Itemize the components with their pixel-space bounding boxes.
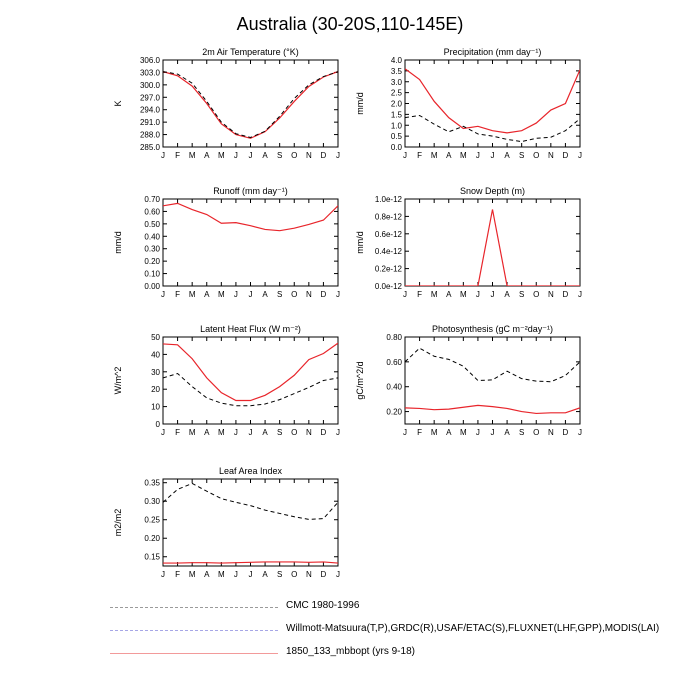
leaf-area-index-ytick-label: 0.30	[144, 497, 160, 507]
runoff-xtick-label: O	[291, 290, 298, 299]
latent-heat-flux-frame	[163, 337, 338, 424]
panel-snow-depth	[355, 186, 582, 299]
precipitation-ytick-label: 1.5	[390, 110, 402, 120]
photosynthesis-xtick-label: J	[578, 428, 582, 437]
precipitation-ytick-label: 2.5	[390, 88, 402, 98]
air-temperature-xtick-label: J	[233, 151, 238, 160]
legend-swatch-model	[110, 653, 278, 654]
latent-heat-flux-xtick-label: J	[336, 428, 340, 437]
leaf-area-index-ytick-label: 0.35	[144, 478, 160, 488]
latent-heat-flux-ytick-label: 50	[151, 333, 160, 342]
precipitation-ytick-label: 0.0	[390, 143, 402, 152]
precipitation-xtick-label: D	[562, 151, 569, 160]
air-temperature-xtick-label: M	[217, 151, 225, 160]
legend	[0, 596, 700, 666]
snow-depth-ytick-label: 0.8e-12	[374, 212, 402, 222]
leaf-area-index-xtick-label: F	[175, 570, 181, 579]
air-temperature-xtick-label: D	[320, 151, 327, 160]
panel-latent-heat-flux	[113, 324, 340, 437]
snow-depth-model-line	[405, 209, 580, 286]
photosynthesis-ylabel: gC/m^2/d	[355, 361, 365, 400]
air-temperature-xtick-label: N	[305, 151, 312, 160]
precipitation-xtick-label: F	[417, 151, 423, 160]
air-temperature-obs-line	[163, 72, 338, 138]
runoff-xtick-label: N	[305, 290, 312, 299]
photosynthesis-xtick-label: M	[459, 428, 467, 437]
latent-heat-flux-xtick-label: N	[305, 428, 312, 437]
legend-swatch-cmc	[110, 607, 278, 608]
runoff-ytick-label: 0.30	[144, 244, 160, 254]
photosynthesis-xtick-label: M	[430, 428, 438, 437]
runoff-title: Runoff (mm day⁻¹)	[213, 186, 288, 196]
precipitation-ylabel: mm/d	[355, 92, 365, 115]
runoff-ytick-label: 0.50	[144, 219, 160, 229]
runoff-model-line	[163, 203, 338, 230]
snow-depth-xtick-label: F	[417, 290, 423, 299]
latent-heat-flux-xtick-label: S	[276, 428, 283, 437]
snow-depth-ytick-label: 0.4e-12	[374, 247, 402, 257]
latent-heat-flux-xtick-label: M	[217, 428, 225, 437]
photosynthesis-obs-line	[405, 348, 580, 382]
page-title: Australia (30-20S,110-145E)	[236, 14, 464, 34]
photosynthesis-ytick-label: 0.20	[386, 407, 402, 417]
leaf-area-index-xtick-label: D	[320, 570, 327, 579]
snow-depth-xtick-label: A	[446, 290, 452, 299]
photosynthesis-model-line	[405, 405, 580, 413]
leaf-area-index-ytick-label: 0.15	[144, 552, 160, 562]
air-temperature-xtick-label: A	[262, 151, 268, 160]
leaf-area-index-xtick-label: J	[336, 570, 340, 579]
precipitation-ytick-label: 0.5	[390, 132, 402, 142]
leaf-area-index-xtick-label: J	[233, 570, 238, 579]
air-temperature-ytick-label: 294.0	[139, 105, 160, 115]
legend-swatch-obs	[110, 630, 278, 631]
photosynthesis-xtick-label: J	[403, 428, 407, 437]
legend-item-obs	[110, 623, 670, 639]
precipitation-title: Precipitation (mm day⁻¹)	[443, 47, 542, 57]
snow-depth-xtick-label: M	[459, 290, 467, 299]
runoff-ytick-label: 0.10	[144, 269, 160, 279]
runoff-xtick-label: J	[248, 290, 253, 299]
precipitation-xtick-label: J	[403, 151, 407, 160]
leaf-area-index-ytick-label: 0.25	[144, 515, 160, 525]
precipitation-xtick-label: J	[578, 151, 582, 160]
precipitation-xtick-label: J	[475, 151, 480, 160]
runoff-ytick-label: 0.70	[144, 195, 160, 204]
photosynthesis-xtick-label: D	[562, 428, 569, 437]
panel-runoff	[113, 186, 340, 299]
runoff-xtick-label: M	[217, 290, 225, 299]
precipitation-frame	[405, 60, 580, 147]
runoff-ytick-label: 0.00	[144, 282, 160, 291]
panel-photosynthesis	[355, 324, 582, 437]
snow-depth-xtick-label: J	[490, 290, 495, 299]
latent-heat-flux-xtick-label: J	[233, 428, 238, 437]
precipitation-xtick-label: A	[446, 151, 452, 160]
precipitation-ytick-label: 4.0	[390, 56, 402, 65]
runoff-ytick-label: 0.40	[144, 232, 160, 242]
latent-heat-flux-ytick-label: 30	[151, 367, 160, 377]
precipitation-ytick-label: 2.0	[390, 99, 402, 109]
snow-depth-xtick-label: M	[430, 290, 438, 299]
air-temperature-xtick-label: S	[276, 151, 283, 160]
latent-heat-flux-xtick-label: J	[161, 428, 165, 437]
air-temperature-xtick-label: J	[248, 151, 253, 160]
precipitation-ytick-label: 3.0	[390, 77, 402, 87]
leaf-area-index-ytick-label: 0.20	[144, 534, 160, 544]
legend-item-model	[110, 646, 670, 662]
precipitation-model-line	[405, 69, 580, 133]
latent-heat-flux-xtick-label: A	[204, 428, 210, 437]
air-temperature-ytick-label: 303.0	[139, 68, 160, 78]
runoff-xtick-label: J	[161, 290, 165, 299]
latent-heat-flux-xtick-label: O	[291, 428, 298, 437]
snow-depth-xtick-label: J	[403, 290, 407, 299]
legend-label-obs: Willmott-Matsuura(T,P),GRDC(R),USAF/ETAC(S),FLUXNET(LHF,GPP),MODIS(LAI)	[286, 623, 660, 634]
snow-depth-ytick-label: 0.0e-12	[374, 282, 402, 291]
precipitation-obs-line	[405, 115, 580, 141]
air-temperature-xtick-label: A	[204, 151, 210, 160]
panel-leaf-area-index	[113, 466, 340, 579]
photosynthesis-xtick-label: A	[446, 428, 452, 437]
leaf-area-index-xtick-label: A	[204, 570, 210, 579]
photosynthesis-xtick-label: J	[475, 428, 480, 437]
air-temperature-ytick-label: 285.0	[139, 143, 160, 152]
runoff-ylabel: mm/d	[113, 231, 123, 254]
latent-heat-flux-xtick-label: J	[248, 428, 253, 437]
latent-heat-flux-xtick-label: D	[320, 428, 327, 437]
latent-heat-flux-ytick-label: 0	[155, 420, 160, 429]
precipitation-xtick-label: S	[518, 151, 525, 160]
snow-depth-xtick-label: A	[504, 290, 510, 299]
runoff-xtick-label: A	[204, 290, 210, 299]
precipitation-ytick-label: 3.5	[390, 66, 402, 76]
leaf-area-index-title: Leaf Area Index	[218, 466, 283, 476]
panel-air-temperature	[113, 47, 340, 160]
panel-precipitation	[355, 47, 582, 160]
photosynthesis-xtick-label: F	[417, 428, 423, 437]
runoff-xtick-label: F	[175, 290, 181, 299]
runoff-xtick-label: S	[276, 290, 283, 299]
air-temperature-xtick-label: F	[175, 151, 181, 160]
snow-depth-xtick-label: N	[547, 290, 554, 299]
runoff-xtick-label: J	[336, 290, 340, 299]
snow-depth-ytick-label: 0.6e-12	[374, 229, 402, 239]
leaf-area-index-ylabel: m2/m2	[113, 508, 123, 537]
photosynthesis-xtick-label: N	[547, 428, 554, 437]
legend-label-model: 1850_133_mbbopt (yrs 9-18)	[286, 646, 415, 657]
runoff-xtick-label: J	[233, 290, 238, 299]
snow-depth-xtick-label: J	[578, 290, 582, 299]
latent-heat-flux-ytick-label: 20	[151, 385, 160, 395]
snow-depth-title: Snow Depth (m)	[459, 186, 526, 196]
snow-depth-ylabel: mm/d	[355, 231, 365, 254]
latent-heat-flux-xtick-label: A	[262, 428, 268, 437]
snow-depth-xtick-label: J	[475, 290, 480, 299]
air-temperature-ylabel: K	[113, 100, 123, 107]
photosynthesis-ytick-label: 0.60	[386, 357, 402, 367]
photosynthesis-xtick-label: S	[518, 428, 525, 437]
runoff-ytick-label: 0.60	[144, 207, 160, 217]
air-temperature-ytick-label: 291.0	[139, 118, 160, 128]
latent-heat-flux-xtick-label: F	[175, 428, 181, 437]
air-temperature-ytick-label: 306.0	[139, 56, 160, 65]
photosynthesis-xtick-label: J	[490, 428, 495, 437]
runoff-xtick-label: M	[188, 290, 196, 299]
latent-heat-flux-ytick-label: 10	[151, 402, 160, 412]
snow-depth-ytick-label: 0.2e-12	[374, 264, 402, 274]
air-temperature-xtick-label: J	[336, 151, 340, 160]
air-temperature-xtick-label: O	[291, 151, 298, 160]
air-temperature-xtick-label: J	[161, 151, 165, 160]
precipitation-xtick-label: A	[504, 151, 510, 160]
runoff-xtick-label: A	[262, 290, 268, 299]
latent-heat-flux-ylabel: W/m^2	[113, 366, 123, 395]
snow-depth-ytick-label: 1.0e-12	[374, 195, 402, 204]
leaf-area-index-frame	[163, 479, 338, 566]
runoff-frame	[163, 199, 338, 286]
legend-label-cmc: CMC 1980-1996	[286, 600, 360, 611]
air-temperature-xtick-label: M	[188, 151, 196, 160]
leaf-area-index-xtick-label: M	[217, 570, 225, 579]
leaf-area-index-xtick-label: A	[262, 570, 268, 579]
air-temperature-ytick-label: 300.0	[139, 80, 160, 90]
leaf-area-index-xtick-label: J	[248, 570, 253, 579]
leaf-area-index-model-line	[163, 562, 338, 563]
photosynthesis-ytick-label: 0.80	[386, 333, 402, 342]
leaf-area-index-xtick-label: O	[291, 570, 298, 579]
precipitation-xtick-label: M	[430, 151, 438, 160]
runoff-xtick-label: D	[320, 290, 327, 299]
precipitation-xtick-label: J	[490, 151, 495, 160]
air-temperature-frame	[163, 60, 338, 147]
precipitation-xtick-label: O	[533, 151, 540, 160]
latent-heat-flux-xtick-label: M	[188, 428, 196, 437]
leaf-area-index-xtick-label: M	[188, 570, 196, 579]
snow-depth-xtick-label: D	[562, 290, 569, 299]
latent-heat-flux-title: Latent Heat Flux (W m⁻²)	[200, 324, 301, 334]
air-temperature-title: 2m Air Temperature (°K)	[202, 47, 299, 57]
latent-heat-flux-ytick-label: 40	[151, 350, 160, 360]
leaf-area-index-xtick-label: J	[161, 570, 165, 579]
precipitation-xtick-label: M	[459, 151, 467, 160]
snow-depth-xtick-label: O	[533, 290, 540, 299]
leaf-area-index-xtick-label: S	[276, 570, 283, 579]
runoff-ytick-label: 0.20	[144, 257, 160, 267]
photosynthesis-title: Photosynthesis (gC m⁻²day⁻¹)	[431, 324, 554, 334]
leaf-area-index-obs-line	[163, 483, 338, 519]
photosynthesis-xtick-label: O	[533, 428, 540, 437]
air-temperature-ytick-label: 297.0	[139, 93, 160, 103]
legend-item-cmc	[110, 600, 670, 616]
photosynthesis-xtick-label: A	[504, 428, 510, 437]
photosynthesis-ytick-label: 0.40	[386, 382, 402, 392]
leaf-area-index-xtick-label: N	[305, 570, 312, 579]
snow-depth-xtick-label: S	[518, 290, 525, 299]
precipitation-ytick-label: 1.0	[390, 121, 402, 131]
air-temperature-ytick-label: 288.0	[139, 130, 160, 140]
precipitation-xtick-label: N	[547, 151, 554, 160]
latent-heat-flux-model-line	[163, 343, 338, 400]
